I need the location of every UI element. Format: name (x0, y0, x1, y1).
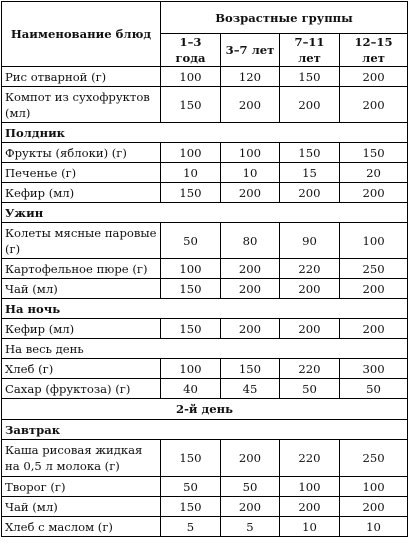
portion-cell: 220 (280, 440, 340, 477)
portion-cell: 200 (340, 497, 408, 517)
portion-cell: 200 (221, 279, 280, 299)
portion-cell: 10 (161, 163, 221, 183)
portion-cell: 100 (161, 143, 221, 163)
meal-heading: На ночь (2, 299, 408, 319)
plain-section-row (2, 339, 408, 359)
portion-cell: 120 (221, 67, 280, 87)
meal-heading: Полдник (2, 123, 408, 143)
dish-name-cell: Сахар (фруктоза) (г) (2, 379, 161, 399)
portion-cell: 200 (221, 259, 280, 279)
table-row (2, 319, 408, 339)
meal-section-row (2, 123, 408, 143)
dish-name-cell: Чай (мл) (2, 497, 161, 517)
portion-cell: 90 (280, 223, 340, 259)
table-row (2, 517, 408, 537)
portion-cell: 200 (280, 183, 340, 203)
table-row (2, 183, 408, 203)
table-row (2, 379, 408, 399)
portion-cell: 50 (161, 223, 221, 259)
portion-cell: 200 (280, 87, 340, 123)
portion-cell: 10 (340, 517, 408, 537)
portion-cell: 200 (280, 279, 340, 299)
dish-name-cell: Каша рисовая жидкая на 0,5 л молока (г) (2, 440, 161, 477)
dish-name-cell: Рис отварной (г) (2, 67, 161, 87)
portion-cell: 100 (221, 143, 280, 163)
diet-table (1, 1, 408, 537)
portion-cell: 250 (340, 259, 408, 279)
portion-cell: 150 (161, 183, 221, 203)
table-row (2, 163, 408, 183)
portion-cell: 50 (221, 477, 280, 497)
meal-section-row (2, 299, 408, 319)
dish-name-header: Наименование блюд (2, 2, 161, 67)
portion-cell: 100 (161, 259, 221, 279)
table-row (2, 223, 408, 259)
section-label: На весь день (2, 339, 408, 359)
portion-cell: 5 (161, 517, 221, 537)
portion-cell: 50 (340, 379, 408, 399)
portion-cell: 50 (280, 379, 340, 399)
day-heading: 2-й день (2, 399, 408, 420)
portion-cell: 200 (280, 319, 340, 339)
portion-cell: 80 (221, 223, 280, 259)
dish-name-cell: Колеты мясные паровые (г) (2, 223, 161, 259)
table-row (2, 67, 408, 87)
portion-cell: 100 (280, 477, 340, 497)
table-row (2, 143, 408, 163)
portion-cell: 100 (340, 223, 408, 259)
portion-cell: 100 (161, 359, 221, 379)
day-row (2, 399, 408, 420)
age-group-header: 1–3 года (161, 34, 221, 67)
portion-cell: 150 (161, 497, 221, 517)
meal-heading: Ужин (2, 203, 408, 223)
meal-section-row (2, 203, 408, 223)
portion-cell: 10 (221, 163, 280, 183)
portion-cell: 200 (340, 319, 408, 339)
dish-name-cell: Печенье (г) (2, 163, 161, 183)
table-row (2, 87, 408, 123)
meal-heading: Завтрак (2, 420, 408, 440)
portion-cell: 200 (340, 183, 408, 203)
table-row (2, 259, 408, 279)
table-row (2, 440, 408, 477)
portion-cell: 200 (340, 279, 408, 299)
dish-name-cell: Хлеб с маслом (г) (2, 517, 161, 537)
portion-cell: 220 (280, 259, 340, 279)
portion-cell: 300 (340, 359, 408, 379)
portion-cell: 100 (340, 477, 408, 497)
portion-cell: 40 (161, 379, 221, 399)
age-groups-header: Возрастные группы (161, 2, 408, 34)
portion-cell: 200 (340, 67, 408, 87)
dish-name-cell: Кефир (мл) (2, 319, 161, 339)
table-row (2, 359, 408, 379)
portion-cell: 5 (221, 517, 280, 537)
table-row (2, 279, 408, 299)
portion-cell: 250 (340, 440, 408, 477)
portion-cell: 100 (161, 67, 221, 87)
dish-name-cell: Кефир (мл) (2, 183, 161, 203)
portion-cell: 200 (280, 497, 340, 517)
portion-cell: 200 (340, 87, 408, 123)
age-group-header: 3–7 лет (221, 34, 280, 67)
portion-cell: 20 (340, 163, 408, 183)
age-group-header: 12–15 лет (340, 34, 408, 67)
dish-name-cell: Компот из сухофруктов (мл) (2, 87, 161, 123)
age-group-header: 7–11 лет (280, 34, 340, 67)
portion-cell: 150 (161, 319, 221, 339)
meal-section-row (2, 420, 408, 440)
portion-cell: 10 (280, 517, 340, 537)
portion-cell: 150 (161, 440, 221, 477)
portion-cell: 220 (280, 359, 340, 379)
dish-name-cell: Фрукты (яблоки) (г) (2, 143, 161, 163)
portion-cell: 200 (221, 87, 280, 123)
portion-cell: 50 (161, 477, 221, 497)
portion-cell: 15 (280, 163, 340, 183)
table-row (2, 497, 408, 517)
table-row (2, 477, 408, 497)
table-body (2, 67, 408, 537)
dish-name-cell: Картофельное пюре (г) (2, 259, 161, 279)
portion-cell: 200 (221, 497, 280, 517)
portion-cell: 200 (221, 440, 280, 477)
dish-name-cell: Творог (г) (2, 477, 161, 497)
portion-cell: 150 (161, 87, 221, 123)
portion-cell: 150 (221, 359, 280, 379)
portion-cell: 200 (221, 183, 280, 203)
portion-cell: 150 (280, 67, 340, 87)
portion-cell: 150 (340, 143, 408, 163)
portion-cell: 200 (221, 319, 280, 339)
portion-cell: 45 (221, 379, 280, 399)
portion-cell: 150 (280, 143, 340, 163)
dish-name-cell: Чай (мл) (2, 279, 161, 299)
portion-cell: 150 (161, 279, 221, 299)
dish-name-cell: Хлеб (г) (2, 359, 161, 379)
